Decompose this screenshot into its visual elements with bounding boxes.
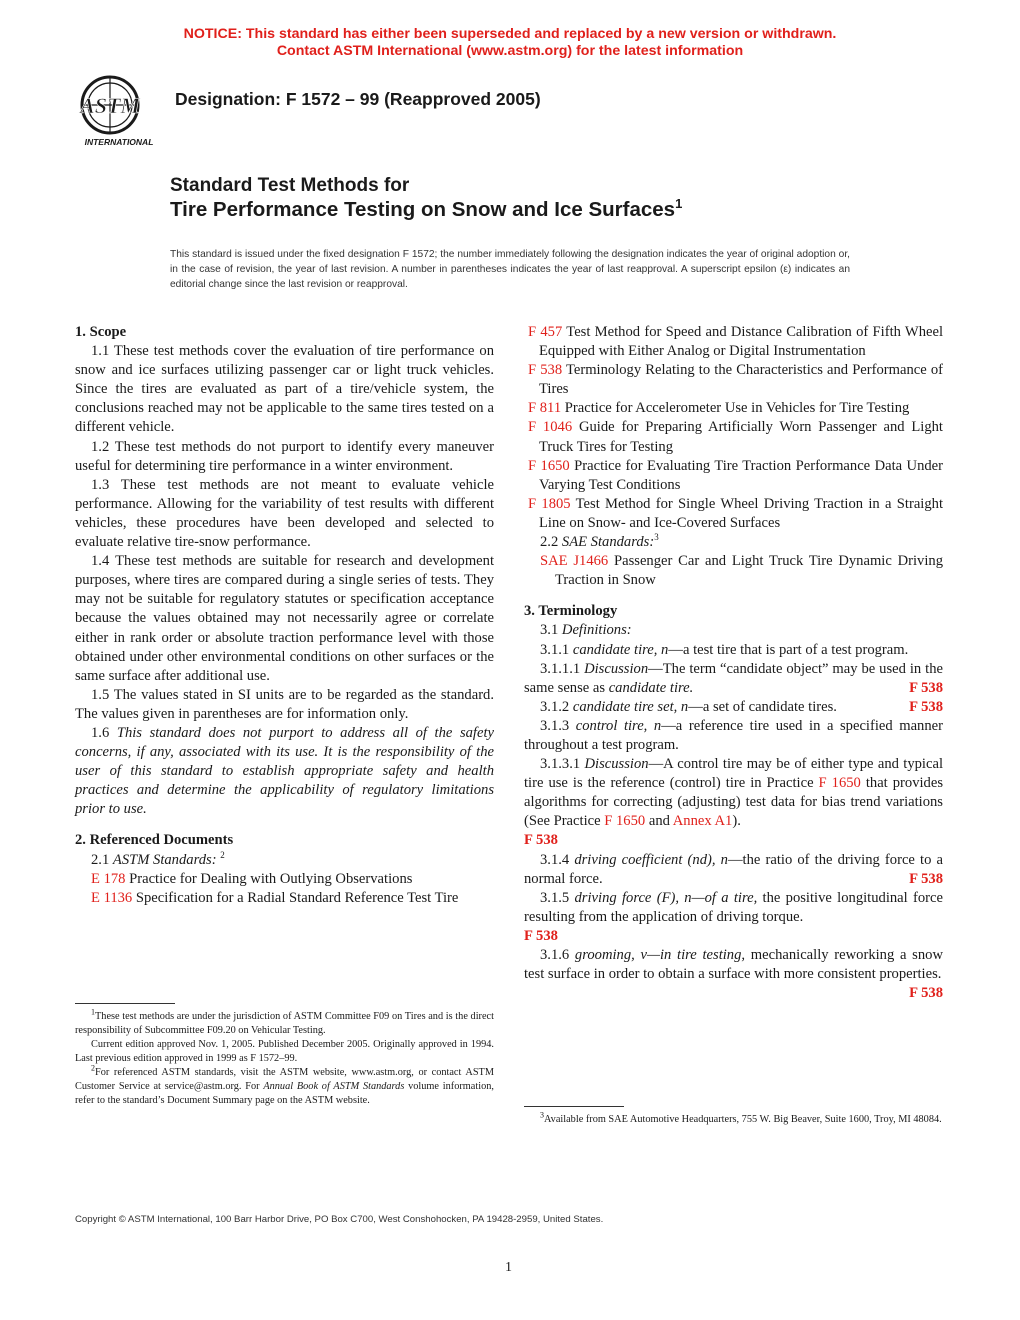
term-3-1-4-text: —the ratio of the driving force to a normal force.	[524, 851, 943, 887]
ref-f538	[513, 361, 943, 399]
issued-note: This standard is issued under the fixed designation F 1572; the number immediately following the designation indicates the year of original adoption or, in the case of revision, the year of last revision. A number in parentheses indicates the year of last reapproval. A superscript epsilon (ε) indicates an editorial change since the last revision or reapproval.	[170, 249, 850, 290]
scope-1-1: 1.1 These test methods cover the evaluation of tire performance on snow and ice surfaces utilizing passenger car or light truck vehicles. Since the tires are evaluated as part of a tire/vehicle system, the conclusions reached may not be applicable to the same tires tested on a different vehicle.	[75, 343, 494, 436]
scope-1-5: 1.5 The values stated in SI units are to be regarded as the standard. The values given in parentheses are for information only.	[75, 686, 494, 722]
footnote-2-em: Annual Book of ASTM Standards	[263, 1081, 405, 1092]
title-line-1: Standard Test Methods for	[170, 175, 410, 196]
term-3-1-4-term: driving coefficient (nd), n	[574, 851, 728, 868]
scope-1-2: 1.2 These test methods do not purport to identify every maneuver useful for determining tire performance in a winter environment.	[75, 438, 494, 474]
ref-e1136-text: Specification for a Radial Standard Reference Test Tire	[135, 889, 459, 906]
footnotes-left	[75, 1003, 494, 1108]
term-3-1-3-1-text-b: that provides algorithms for correcting (adjusting) test data for bias trend variations (See Practice	[524, 775, 943, 830]
term-3-1-5	[524, 889, 943, 927]
astm-standards-mark: 2	[220, 849, 225, 860]
footnote-3-mark: 3	[540, 1110, 544, 1120]
term-3-1-2-text: —a set of candidate tires.	[688, 698, 837, 715]
term-3-1-num: 3.1	[540, 622, 559, 639]
ref-f1650-link[interactable]: F 1650	[528, 457, 570, 474]
notice-line-1: NOTICE: This standard has either been superseded and replaced by a new version or withdrawn.	[183, 26, 837, 42]
ref-e178-text: Practice for Dealing with Outlying Observations	[129, 870, 413, 887]
ref-f1046-link[interactable]: F 1046	[528, 419, 573, 436]
ref-f1046-text: Guide for Preparing Artificially Worn Passenger and Light Truck Tires for Testing	[539, 419, 943, 455]
ref-f457-link[interactable]: F 457	[528, 324, 563, 340]
notice-line-2: Contact ASTM International (www.astm.org) for the latest information	[276, 43, 744, 59]
logo-text: ASTM	[80, 93, 140, 118]
term-3-1-3-1-num: 3.1.3.1	[540, 756, 581, 773]
ref-f811	[513, 399, 943, 418]
link-f1650[interactable]: F 1650	[604, 813, 646, 830]
term-3-1-1-1-em: candidate tire.	[608, 679, 694, 696]
term-3-1-3-1-text-c: and	[645, 813, 673, 830]
term-3-1-3-1-text-d: ).	[732, 813, 741, 830]
astm-standards-text: ASTM Standards:	[112, 851, 217, 868]
left-column	[75, 323, 494, 908]
footnote-2	[75, 1063, 494, 1108]
source-tag-f538[interactable]: F 538	[909, 870, 943, 887]
scope-heading: 1. Scope	[75, 324, 127, 340]
ref-f1046	[513, 418, 943, 456]
ref-e178-link[interactable]: E 178	[91, 870, 126, 887]
ref-sae-j1466	[524, 552, 943, 590]
ref-f811-link[interactable]: F 811	[528, 400, 562, 417]
footnote-1b: Current edition approved Nov. 1, 2005. Published December 2005. Originally approved in 1994. Last previous edition approved in 1999 as F 1572–99.	[75, 1039, 494, 1064]
footnotes-right	[524, 1106, 943, 1127]
source-tag-f538[interactable]: F 538	[524, 832, 558, 849]
term-3-1-4	[524, 851, 943, 889]
scope-1-6-text: This standard does not purport to address all of the safety concerns, if any, associated with its use. It is the responsibility of the user of this standard to establish appropriate safety and health practices and determine the applicability of regulatory limitations prior to use.	[75, 724, 494, 818]
source-tag-f538[interactable]: F 538	[909, 698, 943, 715]
ref-f457	[513, 323, 943, 361]
ref-f1805-text: Test Method for Single Wheel Driving Traction in a Straight Line on Snow- and Ice-Covered Surfaces	[539, 495, 943, 531]
term-3-1-3-text: —a reference tire used in a specified manner throughout a test program.	[524, 717, 943, 753]
ref-f538-link[interactable]: F 538	[528, 362, 563, 379]
astm-standards-label	[75, 851, 494, 870]
ref-f1805	[513, 495, 943, 533]
ref-f1650	[513, 457, 943, 495]
term-3-1-2-term: candidate tire set, n	[572, 698, 689, 715]
right-column	[524, 323, 943, 1003]
term-3-1-3-1	[524, 755, 943, 831]
link-f1650[interactable]: F 1650	[818, 775, 861, 792]
footnote-1a	[75, 1007, 494, 1038]
term-3-1-1-term: candidate tire, n	[572, 641, 669, 658]
term-3-1-1-1-num: 3.1.1.1	[540, 660, 581, 677]
term-3-1-2-num: 3.1.2	[540, 698, 570, 715]
term-3-1-1-num: 3.1.1	[540, 641, 570, 658]
footnote-2b-text: volume information, refer to the standard’s Document Summary page on the ASTM website.	[75, 1081, 494, 1106]
footnote-1a-text: These test methods are under the jurisdiction of ASTM Committee F09 on Tires and is the direct responsibility of Subcommittee F09.20 on Vehicular Testing.	[75, 1011, 494, 1036]
term-3-1-1-1	[524, 660, 943, 698]
term-3-1-label: Definitions:	[561, 622, 632, 639]
footnote-1-mark: 1	[91, 1007, 95, 1017]
term-3-1-6-text: mechanically reworking a snow test surface in order to obtain a surface with more consistent properties.	[524, 947, 943, 983]
ref-f1805-link[interactable]: F 1805	[528, 495, 571, 512]
title-line-2	[170, 197, 682, 223]
title-text: Tire Performance Testing on Snow and Ice Surfaces	[170, 198, 676, 221]
ref-sae-j1466-link[interactable]: SAE J1466	[540, 553, 609, 570]
ref-e1136-link[interactable]: E 1136	[91, 889, 133, 906]
logo-subtext: INTERNATIONAL	[84, 137, 154, 147]
astm-standards-num: 2.1	[91, 851, 110, 868]
term-3-1-3	[524, 717, 943, 755]
term-3-1-1	[524, 641, 943, 660]
term-3-1-1-text: —a test tire that is part of a test program.	[668, 641, 909, 658]
source-tag-f538[interactable]: F 538	[909, 679, 943, 696]
term-3-1-6-term: grooming, v—in tire testing,	[574, 947, 746, 963]
page-number: 1	[505, 1260, 512, 1275]
terminology-heading: 3. Terminology	[524, 603, 618, 620]
designation: Designation: F 1572 – 99 (Reapproved 2005)	[175, 89, 541, 109]
footnote-2-mark: 2	[91, 1063, 95, 1073]
term-3-1-3-term: control tire, n	[575, 717, 662, 734]
term-3-1-3-num: 3.1.3	[540, 717, 570, 734]
term-3-1-2	[524, 698, 943, 717]
term-3-1-5-num: 3.1.5	[540, 889, 570, 906]
sae-standards-label	[524, 533, 943, 552]
sae-standards-mark: 3	[654, 532, 659, 543]
scope-1-6	[75, 724, 494, 819]
ref-f538-text: Terminology Relating to the Characteristics and Performance of Tires	[539, 362, 944, 398]
referenced-heading: 2. Referenced Documents	[75, 832, 234, 849]
term-3-1-6-num: 3.1.6	[540, 947, 570, 963]
ref-e1136	[75, 889, 494, 908]
term-3-1	[524, 621, 943, 640]
ref-f811-text: Practice for Accelerometer Use in Vehicles for Tire Testing	[564, 400, 910, 417]
copyright: Copyright © ASTM International, 100 Barr Harbor Drive, PO Box C700, West Conshohocken, PA 19428-2959, United States.	[75, 1214, 604, 1225]
ref-f1650-text: Practice for Evaluating Tire Traction Performance Data Under Varying Test Conditions	[539, 457, 944, 493]
term-3-1-5-text: the positive longitudinal force resulting from the application of driving torque.	[524, 889, 943, 925]
term-3-1-3-1-text-a: —A control tire may be of either type and typical tire use is the reference (control) tire in Practice	[524, 756, 943, 792]
ref-sae-j1466-text: Passenger Car and Light Truck Tire Dynamic Driving Traction in Snow	[555, 553, 944, 589]
scope-1-6-num: 1.6	[91, 724, 110, 741]
withdrawal-notice	[0, 26, 1020, 60]
title-footnote-mark: 1	[675, 196, 683, 212]
term-3-1-5-term: driving force (F), n—of a tire,	[574, 889, 758, 906]
astm-logo	[64, 72, 164, 152]
ref-e178	[75, 870, 494, 889]
footnote-2a-text: For referenced ASTM standards, visit the ASTM website, www.astm.org, or contact ASTM Customer Service at service@astm.org. For	[75, 1067, 494, 1092]
link-annex-a1[interactable]: Annex A1	[672, 813, 733, 830]
source-tag-f538[interactable]: F 538	[524, 927, 558, 944]
scope-1-4: 1.4 These test methods are suitable for research and development purposes, where tires are compared during a single series of tests. They may not be suitable for regulatory statutes or specification acceptance because the values obtained may not necessarily agree or correlate either in rank order or absolute traction performance level with those obtained under other environmental conditions on other surfaces or the same surface after additional use.	[75, 553, 494, 684]
ref-f457-text: Test Method for Speed and Distance Calibration of Fifth Wheel Equipped with Either Analog or Digital Instrumentation	[539, 324, 944, 360]
sae-standards-text: SAE Standards:	[561, 534, 655, 551]
scope-1-3: 1.3 These test methods are not meant to evaluate vehicle performance. Allowing for the variability of test results with different vehicles, these procedures have been developed and selected to evaluate relative tire-snow performance.	[75, 476, 494, 551]
footnote-3	[524, 1110, 943, 1127]
footnote-3-text: Available from SAE Automotive Headquarters, 755 W. Big Beaver, Suite 1600, Troy, MI 48084.	[544, 1114, 942, 1125]
term-3-1-3-1-label: Discussion	[584, 756, 649, 773]
term-3-1-1-1-text: —The term “candidate object” may be used in the same sense as	[524, 660, 943, 696]
footnote-rule	[524, 1106, 624, 1107]
term-3-1-4-num: 3.1.4	[540, 851, 570, 868]
term-3-1-6	[524, 946, 943, 1002]
footnote-rule	[75, 1003, 175, 1004]
term-3-1-1-1-label: Discussion	[584, 660, 649, 677]
document-title	[170, 174, 682, 223]
source-tag-f538[interactable]: F 538	[909, 985, 943, 1002]
sae-standards-num: 2.2	[540, 534, 559, 551]
